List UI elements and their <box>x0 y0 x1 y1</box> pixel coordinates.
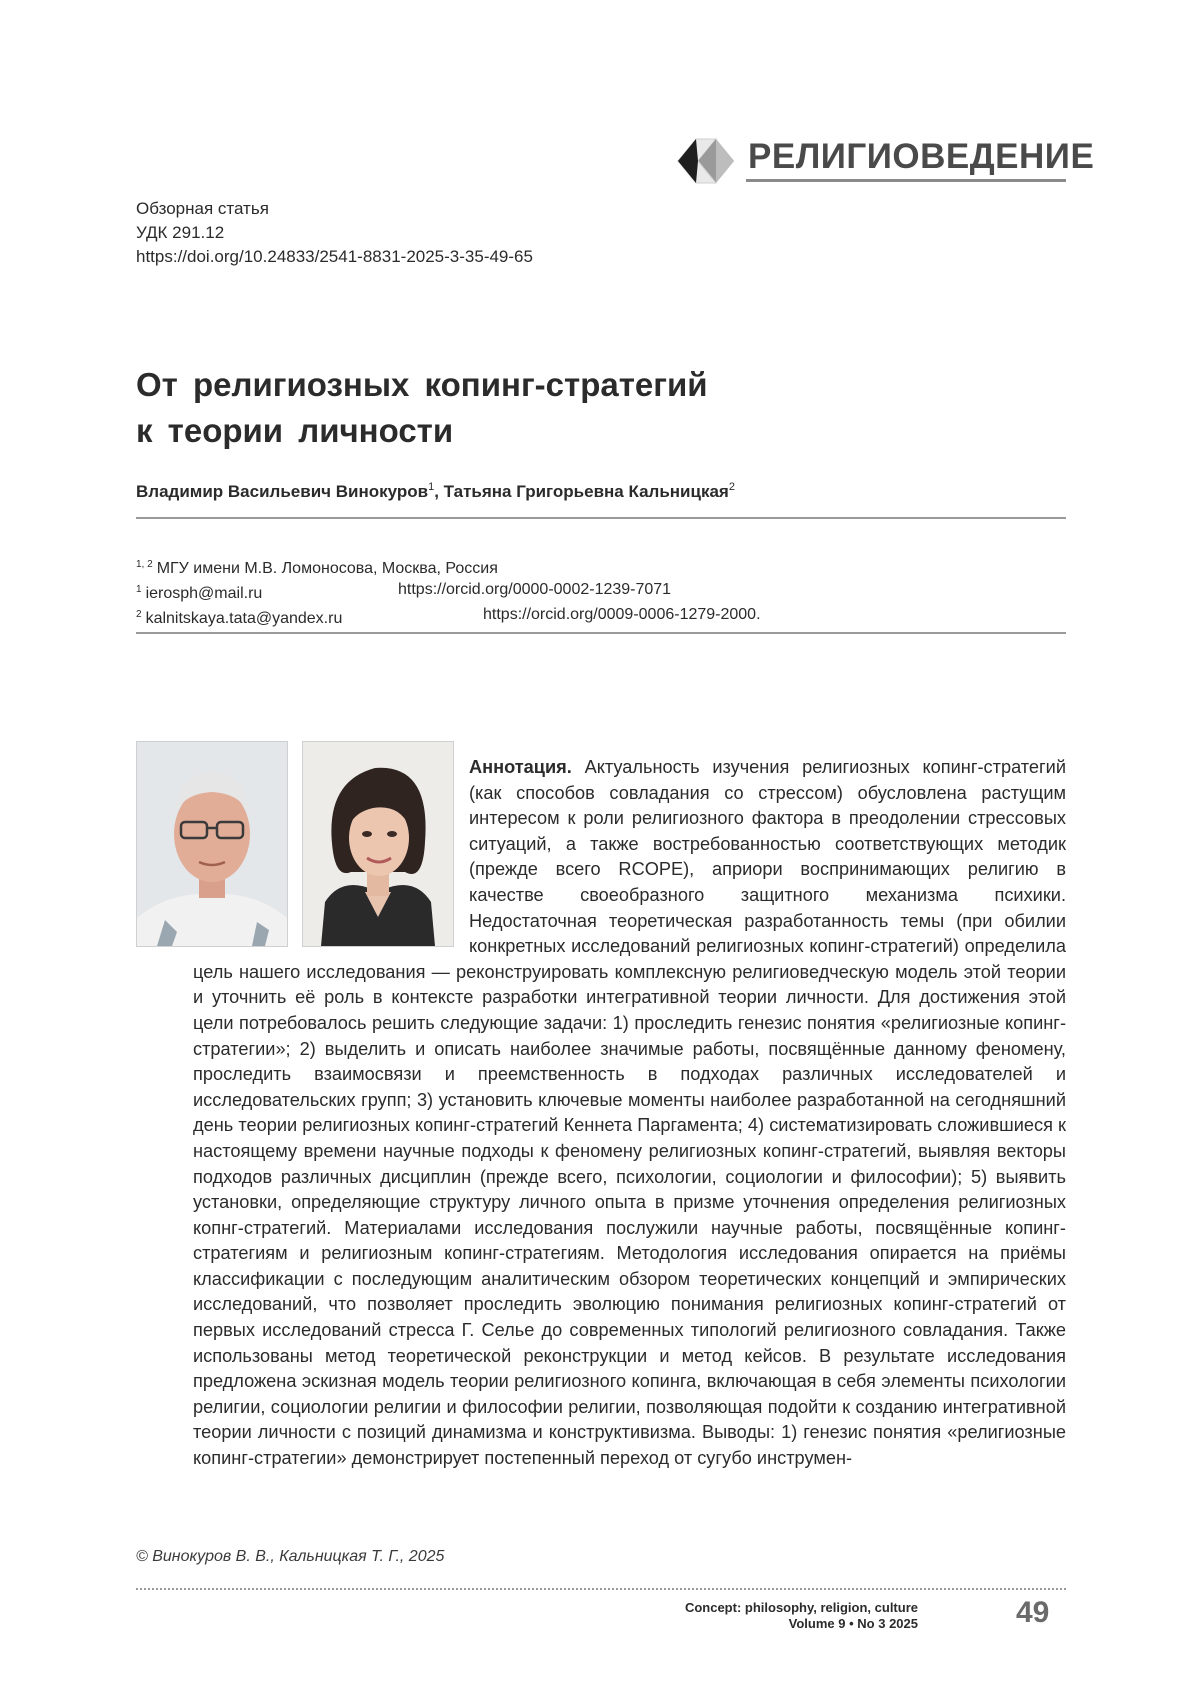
section-cube-logo-icon <box>676 137 736 185</box>
author-1-name: Владимир Васильевич Винокуров <box>136 482 429 501</box>
affiliations <box>136 552 761 627</box>
section-title: РЕЛИГИОВЕДЕНИЕ <box>748 137 1095 176</box>
email-2-sup: 2 <box>136 609 142 620</box>
footer-dotted-rule <box>136 1588 1066 1590</box>
affiliation-rule-bottom <box>136 632 1066 634</box>
section-header <box>676 135 1095 185</box>
page-number: 49 <box>1016 1596 1050 1629</box>
email-1-sup: 1 <box>136 584 142 595</box>
journal-name: Concept: philosophy, religion, culture <box>684 1600 918 1615</box>
title-line-1: От религиозных копинг-стратегий <box>136 366 708 403</box>
email-2[interactable]: kalnitskaya.tata@yandex.ru <box>145 610 343 627</box>
article-meta <box>136 197 533 269</box>
abstract-label: Аннотация. <box>469 757 572 777</box>
journal-bullet: • <box>849 1616 854 1631</box>
abstract-text: Актуальность изучения религиозных копинг-стратегий (как способов совладания со стрессом) обусловлена растущим интересом к роли религиозного фактора в преодолении стрессовых ситуаций, а также востребованностью соответствующих методик (прежде всего RCOPE), априори воспринимающих религию в качестве своеобразного защитного механизма психики. Недостаточная теоретическая разработанность темы (при обилии конкретных исследований религиозных копинг-стратегий) определила цель нашего исследования — реконструировать комплексную религиоведческую модель этой теории и уточнить её роль в контексте разработки интегративной теории личности. Для достижения этой цели потребовалось решить следующие задачи: 1) проследить генезис понятия «религиозные копинг-стратегии»; 2) выделить и описать наиболее значимые работы, посвящённые данному феномену, проследить взаимосвязи и преемственность в подходах различных исследователей и исследовательских групп; 3) установить ключевые моменты наиболее разработанной на сегодняшний день теории религиозных копинг-стратегий Кеннета Паргамента; 4) систематизировать сложившиеся к настоящему времени научные подходы к феномену религиозных копинг-стратегий, выявляя векторы подходов различных дисциплин (прежде всего, психологии, социологии и философии); 5) выявить установки, определяющие структуру личного опыта в призме уточнения определения религиозных копнг-стратегий. Материалами исследования послужили научные работы, посвящённые копинг-стратегиям и религиозным копинг-стратегиям. Методология исследования опирается на приёмы классификации с последующим аналитическим обзором теоретических концепций и эмпирических исследований, что позволяет проследить эволюцию понимания религиозных копинг-стратегий от первых исследований стресса Г. Селье до современных типологий религиозного совладания. Также использованы метод теоретической реконструкции и метод кейсов. В результате исследования предложена эскизная модель теории религиозного копинга, включающая в себя элементы психологии религии, социологии религии и философии религии, позволяющая подойти к созданию интегративной теории личности с позиций динамизма и конструктивизма. Выводы: 1) генезис понятия «религиозные копинг-стратегии» демонстрирует постепенный переход от сугубо инструмен- <box>193 757 1066 1469</box>
photo-float-spacer <box>193 755 469 959</box>
author-1-sup: 1 <box>428 481 435 493</box>
author-2-sup: 2 <box>728 481 735 493</box>
journal-volume: Volume 9 <box>788 1616 846 1631</box>
copyright: © Винокуров В. В., Кальницкая Т. Г., 2025 <box>136 1548 445 1565</box>
email-1[interactable]: ierosph@mail.ru <box>145 585 263 602</box>
author-2-name: Татьяна Григорьевна Кальницкая <box>443 482 729 501</box>
affiliation-author-2-row <box>136 602 761 627</box>
article-type: Обзорная статья <box>136 199 269 218</box>
authors-line <box>136 481 735 502</box>
udc-code: УДК 291.12 <box>136 223 225 242</box>
journal-issue: No 3 2025 <box>857 1616 918 1631</box>
journal-info <box>600 1600 918 1632</box>
orcid-1-link[interactable]: https://orcid.org/0000-0002-1239-7071 <box>398 581 672 598</box>
orcid-2-link[interactable]: https://orcid.org/0009-0006-1279-2000. <box>483 606 761 623</box>
article-title <box>136 362 1036 454</box>
org-name: МГУ имени М.В. Ломоносова, Москва, Россия <box>156 560 498 577</box>
authors-separator: , <box>434 482 444 501</box>
affiliation-org-row <box>136 552 498 577</box>
title-line-2: к теории личности <box>136 412 454 449</box>
affiliation-rule-top <box>136 517 1066 519</box>
doi-link[interactable]: https://doi.org/10.24833/2541-8831-2025-3-35-49-65 <box>136 247 533 266</box>
affiliation-author-1-row <box>136 577 672 602</box>
journal-volume-issue <box>600 1616 918 1632</box>
abstract <box>193 755 1066 1472</box>
section-rule <box>746 179 1066 182</box>
org-sup: 1, 2 <box>136 559 153 570</box>
